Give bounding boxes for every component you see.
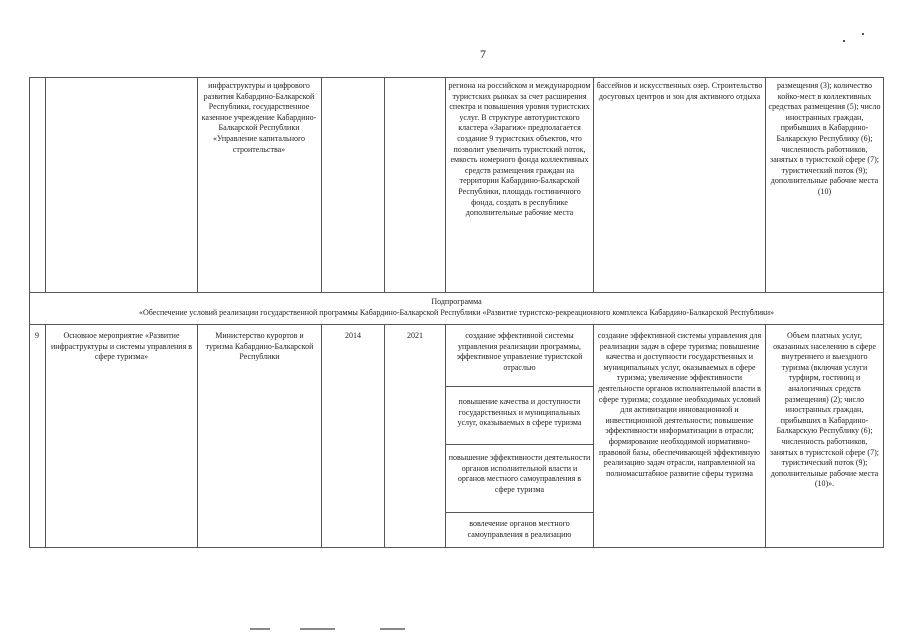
row-divider xyxy=(29,324,884,325)
problem-item: повышение эффективности деятельности органов исполнительной власти и органов местного самоуправления в сфере туризма xyxy=(448,453,591,494)
row-divider xyxy=(29,292,884,293)
executor-cell: Министерство курортов и туризма Кабардино-Балкарской Республики xyxy=(205,331,314,362)
year-end-cell: 2021 xyxy=(407,331,423,340)
measure-cell: Основное мероприятие «Развитие инфраструктуры и системы управления в сфере туризма» xyxy=(50,331,193,362)
col-divider xyxy=(197,77,198,292)
col-divider xyxy=(45,77,46,292)
subcell-divider xyxy=(445,444,593,445)
year-start-cell: 2014 xyxy=(345,331,361,340)
col-divider xyxy=(197,324,198,547)
scan-speck xyxy=(843,40,845,42)
subprogram-heading: Подпрограмма xyxy=(431,297,482,306)
table-border-bottom xyxy=(29,547,884,548)
col-divider xyxy=(445,324,446,547)
scan-artifact xyxy=(250,628,270,630)
col-divider xyxy=(45,324,46,547)
scan-artifact xyxy=(380,628,405,630)
subcell-divider xyxy=(445,512,593,513)
col-divider xyxy=(593,324,594,547)
col-divider xyxy=(321,77,322,292)
subcell-divider xyxy=(445,386,593,387)
executor-cell: инфраструктуры и цифрового развития Кабардино-Балкарской Республики, государственное казенное учреждение Кабардино-Балкарской Республики «Управление капитального строительства» xyxy=(201,81,317,154)
col-divider xyxy=(593,77,594,292)
page-number: 7 xyxy=(480,47,486,61)
problem-item: вовлечение органов местного самоуправления в реализацию xyxy=(467,519,572,539)
subprogram-title: «Обеспечение условий реализации государственной программы Кабардино-Балкарской Республики «Развитие туристско-рекреационного комплекса Кабардино-Балкарской Республики» xyxy=(138,308,775,317)
col-divider xyxy=(384,324,385,547)
indicators-cell: размещения (3); количество койко-мест в коллективных средствах размещения (5); число иностранных граждан, прибывших в Кабардино-Балкарскую Республику (6); численность работников, занятых в туристской сфере (7); туристический поток (9); дополнительные рабочие места (10) xyxy=(768,81,881,196)
row-number: 9 xyxy=(35,331,39,340)
col-divider xyxy=(445,77,446,292)
indicators-cell: Объем платных услуг, оказанных населению в сфере внутреннего и выездного туризма (включая услуги турфирм, гостиниц и аналогичных средств размещения) (2); число иностранных граждан, прибывших в Кабардино-Балкарскую Республику (6); численность работников, занятых в туристской сфере (7); туристический поток (9); дополнительные рабочие места (10)». xyxy=(770,331,879,489)
program-table xyxy=(29,77,884,548)
problem-item: повышение качества и доступности государственных и муниципальных услуг, оказываемых в сфере туризма xyxy=(457,397,582,428)
result-cell: создание эффективной системы управления для реализации задач в сфере туризма; повышение качества и доступности государственных и муниципальных услуг, оказываемых в сфере туризма; увеличение эффективности деятельности органов исполнительной власти в сфере туризма; создание необходимых условий для активизации инновационной и инвестиционной деятельности; повышение эффективности информатизации в отрасли; формирование необходимой нормативно-правовой базы, обеспечивающей эффективную реализацию задач отрасли, направленной на полномасштабное развитие сферы туризма xyxy=(597,331,762,478)
problem-item: создание эффективной системы управления реализации программы, эффективное управление туристской отраслью xyxy=(456,331,583,372)
col-divider xyxy=(765,77,766,292)
col-divider xyxy=(765,324,766,547)
scan-speck xyxy=(862,33,864,35)
problem-cell: региона на российском и международном туристских рынках за счет расширения спектра и повышения уровня туристских услуг. В структуре автотуристского кластера «Зарагиж» предполагается создание 9 туристских объектов, что позволит увеличить туристский поток, емкость номерного фонда коллективных средств размещения граждан на территории Кабардино-Балкарской Республики, площадь гостиничного фонда, создать в республике дополнительные рабочие места xyxy=(448,81,591,218)
col-divider xyxy=(321,324,322,547)
scan-artifact xyxy=(300,628,335,630)
result-cell: бассейнов и искусственных озер. Строительство досуговых центров и зон для активного отдыха xyxy=(596,81,763,101)
table-border-top xyxy=(29,77,884,78)
col-divider xyxy=(384,77,385,292)
